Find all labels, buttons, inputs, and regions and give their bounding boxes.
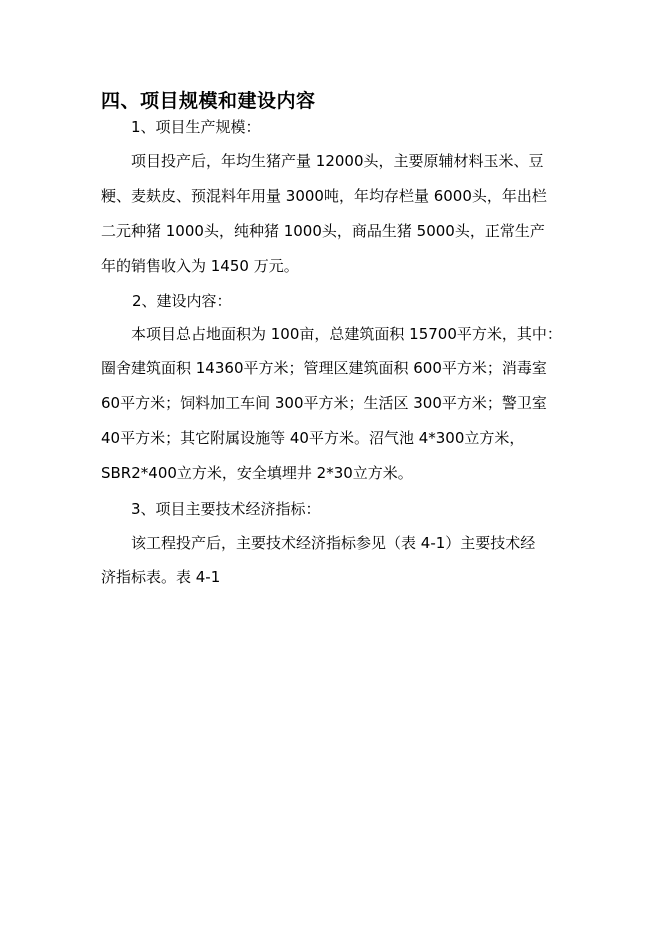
paragraph-line: 二元种猪 1000头，纯种猪 1000头，商品生猪 5000头，正常生产 xyxy=(101,222,545,240)
subsection-title-production-scale: 1、项目生产规模： xyxy=(131,118,261,136)
subsection-title-construction-content: 2、建设内容： xyxy=(132,292,232,310)
paragraph-line: 40平方米；其它附属设施等 40平方米。沼气池 4*300立方米， xyxy=(101,429,525,447)
paragraph-line: 圈舍建筑面积 14360平方米；管理区建筑面积 600平方米；消毒室 xyxy=(101,359,547,377)
paragraph-line: 年的销售收入为 1450 万元。 xyxy=(101,257,299,275)
paragraph-line: 济指标表。表 4-1 xyxy=(101,568,221,586)
paragraph-line: 粳、麦麸皮、预混料年用量 3000吨，年均存栏量 6000头，年出栏 xyxy=(101,187,547,205)
paragraph-line: SBR2*400立方米，安全填埋井 2*30立方米。 xyxy=(101,464,413,482)
section-heading: 四、项目规模和建设内容 xyxy=(101,90,316,112)
paragraph-line: 该工程投产后，主要技术经济指标参见（表 4-1）主要技术经 xyxy=(131,534,536,552)
subsection-title-technical-indicators: 3、项目主要技术经济指标： xyxy=(131,500,321,518)
paragraph-line: 本项目总占地面积为 100亩，总建筑面积 15700平方米，其中： xyxy=(131,325,562,343)
paragraph-line: 60平方米；饲料加工车间 300平方米；生活区 300平方米；警卫室 xyxy=(101,394,547,412)
paragraph-line: 项目投产后，年均生猪产量 12000头，主要原辅材料玉米、豆 xyxy=(131,152,544,170)
